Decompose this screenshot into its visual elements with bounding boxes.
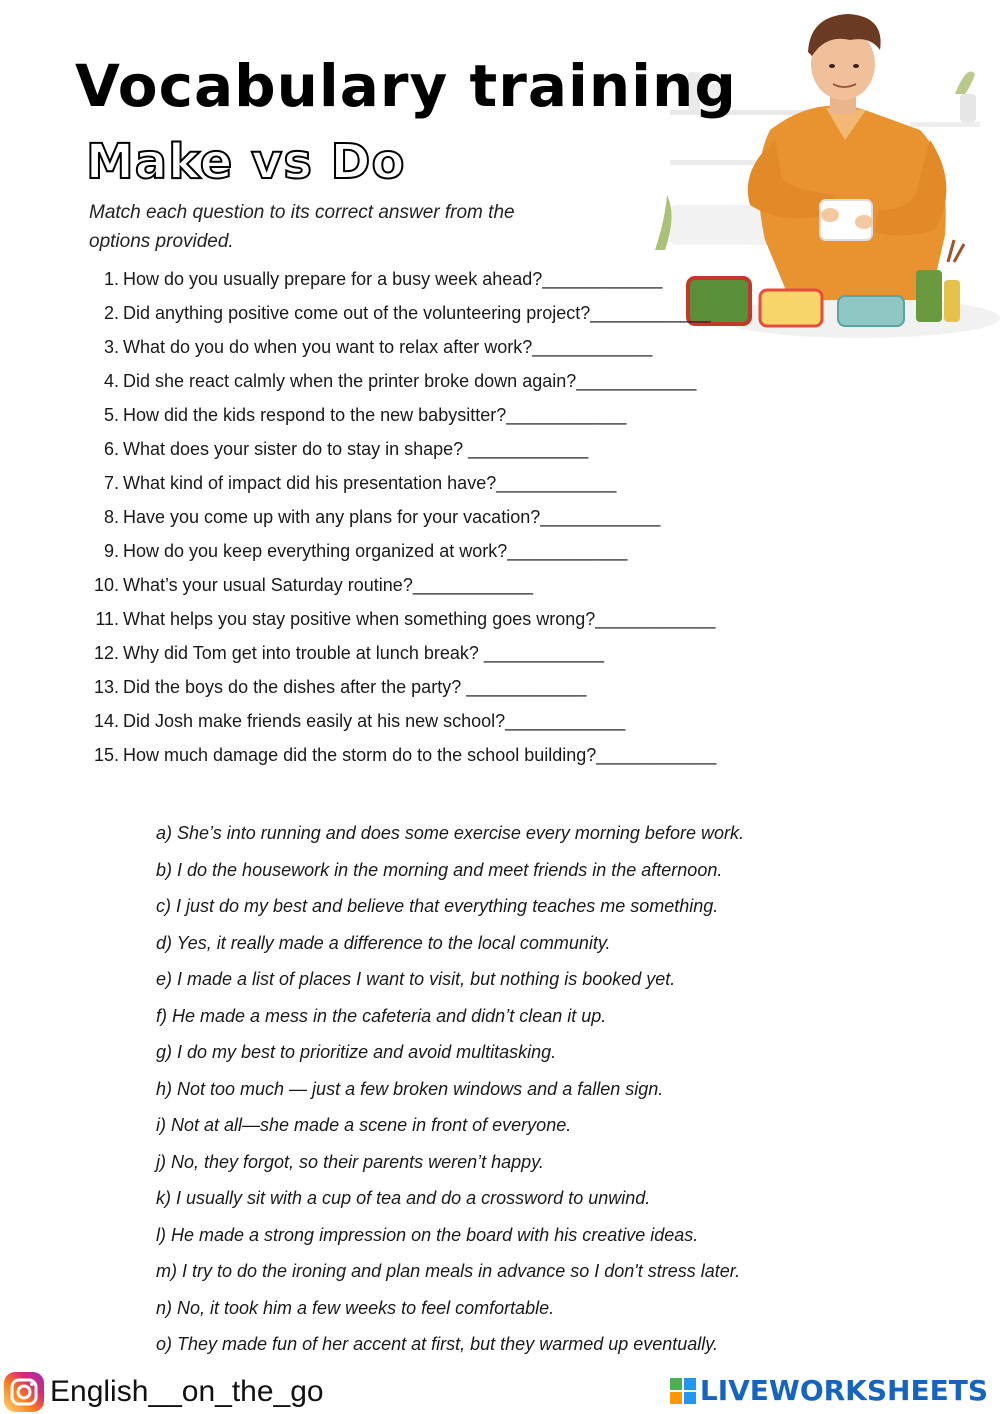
question-item	[89, 602, 716, 636]
answer-option: n) No, it took him a few weeks to feel comfortable.	[156, 1297, 555, 1318]
question-number: 8.	[103, 507, 119, 527]
question-item	[89, 398, 716, 432]
instagram-handle-text: English__on_the_go	[50, 1375, 324, 1408]
question-text: How do you keep everything organized at work?____________	[123, 541, 628, 561]
answer-option: h) Not too much — just a few broken windows and a fallen sign.	[156, 1078, 664, 1099]
instructions: Match each question to its correct answer from the options provided.	[89, 202, 515, 252]
question-item	[89, 262, 716, 296]
question-item	[89, 466, 716, 500]
answer-option: f) He made a mess in the cafeteria and didn’t clean it up.	[156, 1005, 607, 1026]
question-item	[89, 704, 716, 738]
question-text: Did she react calmly when the printer broke down again?____________	[123, 371, 697, 391]
question-item	[89, 500, 716, 534]
answer-option: i) Not at all—she made a scene in front of everyone.	[156, 1115, 572, 1135]
question-text: What’s your usual Saturday routine?____________	[123, 575, 533, 595]
question-text: How much damage did the storm do to the school building?____________	[123, 745, 717, 765]
instagram-icon	[2, 1370, 46, 1414]
question-number: 7.	[103, 473, 119, 493]
question-text: What does your sister do to stay in shape? ____________	[123, 439, 589, 459]
question-number: 1.	[103, 269, 119, 289]
answer-option: m) I try to do the ironing and plan meals in advance so I don't stress later.	[156, 1261, 741, 1281]
question-item	[89, 534, 716, 568]
answer-option: c) I just do my best and believe that everything teaches me something.	[156, 896, 719, 916]
liveworksheets-brand[interactable]	[670, 1374, 988, 1407]
question-number: 15.	[93, 745, 119, 765]
question-text: What kind of impact did his presentation have?____________	[123, 473, 617, 493]
brand-name: LIVEWORKSHEETS	[699, 1374, 988, 1407]
instagram-handle[interactable]	[2, 1370, 324, 1414]
question-number: 11.	[95, 609, 119, 629]
question-text: What helps you stay positive when something goes wrong?____________	[123, 609, 716, 629]
question-item	[89, 738, 716, 772]
question-list	[89, 262, 716, 772]
question-item	[89, 330, 716, 364]
answer-option: j) No, they forgot, so their parents weren’t happy.	[156, 1151, 544, 1172]
question-item	[89, 296, 716, 330]
answer-option: k) I usually sit with a cup of tea and do a crossword to unwind.	[156, 1188, 651, 1208]
question-number: 4.	[103, 371, 119, 391]
question-text: How do you usually prepare for a busy week ahead?____________	[123, 269, 663, 289]
page-title: Vocabulary training	[75, 52, 737, 120]
answer-option: l) He made a strong impression on the board with his creative ideas.	[156, 1224, 699, 1245]
question-number: 12.	[93, 643, 119, 663]
page-subtitle: Make vs Do	[86, 134, 406, 190]
question-item	[89, 670, 716, 704]
question-item	[89, 432, 716, 466]
question-number: 6.	[103, 439, 119, 459]
question-text: Did Josh make friends easily at his new school?____________	[123, 711, 626, 731]
question-text: What do you do when you want to relax after work?____________	[123, 337, 653, 357]
question-number: 3.	[103, 337, 119, 357]
question-text: Did the boys do the dishes after the party? ____________	[123, 677, 587, 697]
question-number: 14.	[93, 711, 119, 731]
question-number: 10.	[93, 575, 119, 595]
answer-list	[156, 815, 744, 1363]
question-number: 13.	[93, 677, 119, 697]
liveworksheets-logo-icon	[670, 1378, 696, 1404]
answer-option: o) They made fun of her accent at first, but they warmed up eventually.	[156, 1334, 718, 1354]
question-text: How did the kids respond to the new babysitter?____________	[123, 405, 627, 425]
question-text: Why did Tom get into trouble at lunch break? ____________	[123, 643, 604, 663]
question-number: 5.	[103, 405, 119, 425]
question-item	[89, 568, 716, 602]
question-number: 9.	[103, 541, 119, 561]
question-number: 2.	[103, 303, 119, 323]
question-text: Have you come up with any plans for your vacation?____________	[123, 507, 661, 527]
answer-option: a) She’s into running and does some exercise every morning before work.	[156, 823, 744, 843]
question-item	[89, 636, 716, 670]
answer-option: e) I made a list of places I want to visit, but nothing is booked yet.	[156, 969, 676, 989]
answer-option: b) I do the housework in the morning and meet friends in the afternoon.	[156, 859, 723, 880]
question-text: Did anything positive come out of the volunteering project?____________	[123, 303, 711, 323]
question-item	[89, 364, 716, 398]
answer-option: d) Yes, it really made a difference to the local community.	[156, 932, 611, 953]
answer-option: g) I do my best to prioritize and avoid multitasking.	[156, 1042, 557, 1062]
